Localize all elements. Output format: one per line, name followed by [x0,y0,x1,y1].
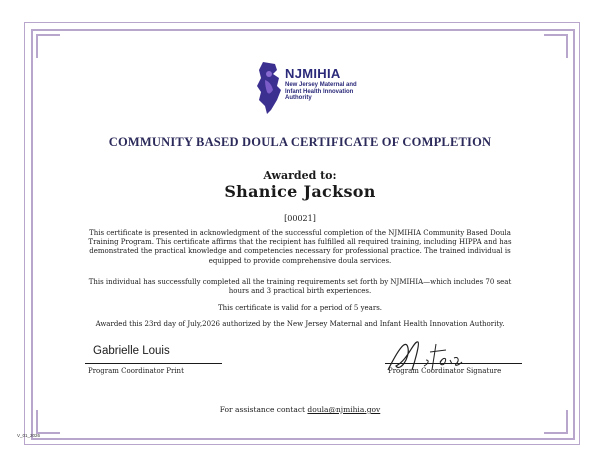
assistance-email-link[interactable]: doula@njmihia.gov [307,405,381,414]
logo-subtitle: New Jersey Maternal and Infant Health Innovation Authority [285,82,357,101]
left-signature-line [85,363,222,364]
right-signature-line [385,363,522,364]
coordinator-signature-label: Program Coordinator Signature [388,367,502,375]
awarded-to-label: Awarded to: [263,169,337,182]
corner-ornament-top-right [544,34,568,58]
awarded-statement: Awarded this 23rd day of July,2026 authorized by the New Jersey Maternal and Infant Health Innovation Authority. [95,320,505,328]
coordinator-printed-name: Gabrielle Louis [93,345,170,357]
logo-wordmark: NJMIHIA [285,66,341,81]
new-jersey-map-icon [255,60,285,116]
corner-ornament-top-left [36,34,60,58]
validity-statement: This certificate is valid for a period of 5 years. [217,304,383,312]
assistance-contact [0,405,600,414]
certificate-id: [00021] [284,214,316,223]
assistance-prefix: For assistance contact [219,405,308,414]
version-code: V_01_2026 [17,433,41,438]
requirements-paragraph: This individual has successfully completed all the training requirements set forth by NJMIHIA—which includes 70 seat hours and 3 practical birth experiences. [88,278,512,296]
coordinator-print-label: Program Coordinator Print [88,367,184,375]
njmihia-logo [255,60,355,120]
acknowledgment-paragraph: This certificate is presented in acknowledgment of the successful completion of the NJMIHIA Community Based Doula Training Program. This certificate affirms that the recipient has fulfilled all required training, including HIPPA and has demonstrated the practical knowledge and competencies necessary for professional practice. The trained individual is equipped to provide comprehensive doula services. [88,229,512,265]
recipient-name: Shanice Jackson [224,182,376,201]
certificate-title: COMMUNITY BASED DOULA CERTIFICATE OF COMPLETION [108,135,492,149]
